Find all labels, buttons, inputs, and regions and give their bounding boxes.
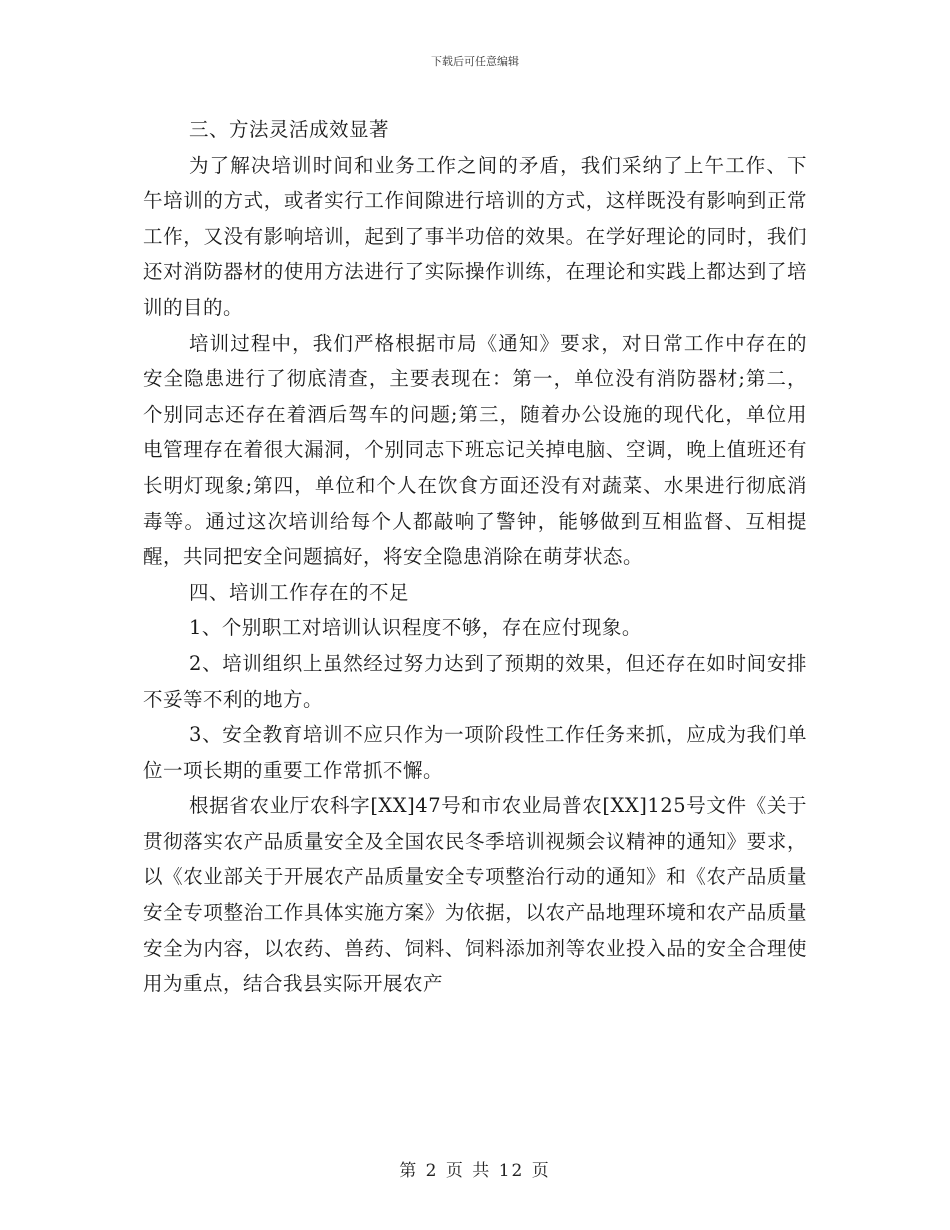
document-body	[143, 112, 807, 1002]
page-header: 下载后可任意编辑	[431, 55, 519, 68]
section-heading-methods: 三、方法灵活成效显著	[189, 118, 390, 141]
section-heading-shortcomings: 四、培训工作存在的不足	[189, 580, 410, 604]
page-number-footer: 第 2 页 共 12 页	[399, 1161, 551, 1181]
list-item-shortcoming-2: 2、培训组织上虽然经过努力达到了预期的效果，但还存在如时间安排不妥等不利的地方。	[143, 651, 807, 711]
paragraph-safety-inspection: 培训过程中，我们严格根据市局《通知》要求，对日常工作中存在的安全隐患进行了彻底清查，主要表现在：第一，单位没有消防器材;第二，个别同志还存在着酒后驾车的问题;第三，随着办公设施的现代化，单位用电管理存在着很大漏洞，个别同志下班忘记关掉电脑、空调，晚上值班还有长明灯现象;第四，单位和个人在饮食方面还没有对蔬菜、水果进行彻底消毒等。通过这次培训给每个人都敲响了警钟，能够做到互相监督、互相提醒，共同把安全问题搞好，将安全隐患消除在萌芽状态。	[143, 331, 807, 569]
paragraph-agriculture-document: 根据省农业厅农科字[XX]47号和市农业局普农[XX]125号文件《关于贯彻落实农产品质量安全及全国农民冬季培训视频会议精神的通知》要求，以《农业部关于开展农产品质量安全专项整治行动的通知》和《农产品质量安全专项整治工作具体实施方案》为依据，以农产品地理环境和农产品质量安全为内容，以农药、兽药、饲料、饲料添加剂等农业投入品的安全合理使用为重点，结合我县实际开展农产	[143, 794, 807, 996]
paragraph-training-schedule: 为了解决培训时间和业务工作之间的矛盾，我们采纳了上午工作、下午培训的方式，或者实行工作间隙进行培训的方式，这样既没有影响到正常工作，又没有影响培训，起到了事半功倍的效果。在学好理论的同时，我们还对消防器材的使用方法进行了实际操作训练，在理论和实践上都达到了培训的目的。	[143, 153, 807, 319]
list-item-shortcoming-3: 3、安全教育培训不应只作为一项阶段性工作任务来抓，应成为我们单位一项长期的重要工作常抓不懈。	[143, 723, 807, 782]
list-item-shortcoming-1: 1、个别职工对培训认识程度不够，存在应付现象。	[189, 616, 642, 640]
